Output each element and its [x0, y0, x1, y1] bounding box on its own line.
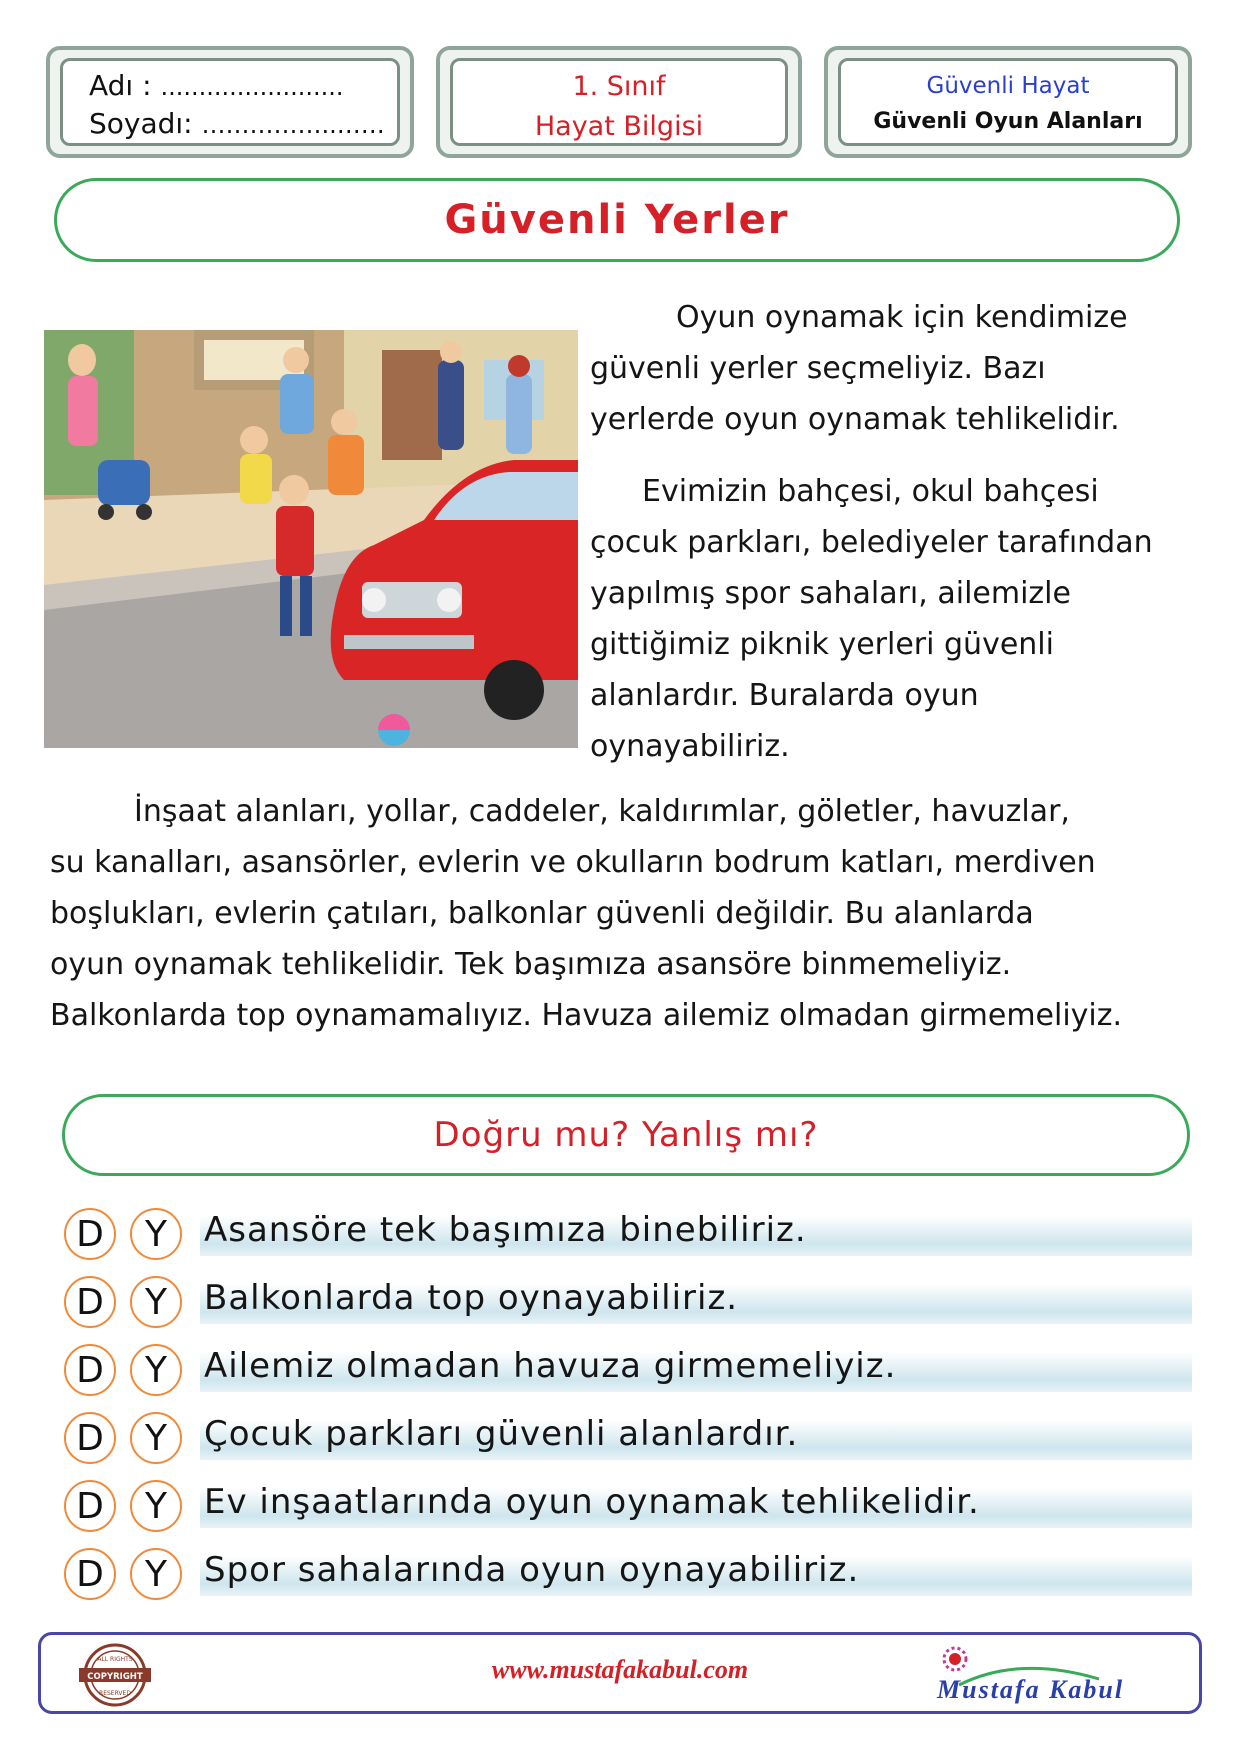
- signature: Mustafa Kabul: [937, 1675, 1125, 1704]
- text-line: yerlerde oyun oynamak tehlikelidir.: [590, 402, 1120, 437]
- topic-label: Güvenli Oyun Alanları: [873, 109, 1143, 134]
- copyright-label: COPYRIGHT: [87, 1672, 143, 1682]
- student-info-box: [46, 46, 414, 158]
- paragraph-unsafe-places: [50, 786, 1122, 1041]
- badge-bottom-text: RESERVED: [99, 1690, 131, 1697]
- text-line: oynayabiliriz.: [590, 729, 790, 764]
- false-option[interactable]: Y: [130, 1208, 182, 1260]
- text-line: alanlardır. Buralarda oyun: [590, 678, 979, 713]
- statement-text: Asansöre tek başımıza binebiliriz.: [204, 1210, 807, 1250]
- surname-line: [89, 107, 385, 140]
- false-option[interactable]: Y: [130, 1276, 182, 1328]
- unit-label: Güvenli Hayat: [926, 73, 1090, 99]
- text-line: boşlukları, evlerin çatıları, balkonlar güvenli değildir. Bu alanlarda: [50, 896, 1034, 931]
- text-line: su kanalları, asansörler, evlerin ve okulların bodrum katları, merdiven: [50, 845, 1096, 880]
- grade-label: 1. Sınıf: [572, 71, 666, 102]
- text-line: Oyun oynamak için kendimize: [676, 300, 1128, 335]
- false-option[interactable]: Y: [130, 1344, 182, 1396]
- name-field[interactable]: ........................: [160, 73, 344, 101]
- unit-topic-box: [824, 46, 1192, 158]
- false-option[interactable]: Y: [130, 1480, 182, 1532]
- true-option[interactable]: D: [64, 1344, 116, 1396]
- statement-text: Spor sahalarında oyun oynayabiliriz.: [204, 1550, 860, 1590]
- quiz-item: [64, 1276, 1192, 1332]
- name-line: [89, 69, 344, 102]
- text-line: çocuk parkları, belediyeler tarafından: [590, 525, 1153, 560]
- quiz-item: [64, 1548, 1192, 1604]
- statement-text: Ev inşaatlarında oyun oynamak tehlikelidir.: [204, 1482, 980, 1522]
- false-option[interactable]: Y: [130, 1548, 182, 1600]
- true-option[interactable]: D: [64, 1548, 116, 1600]
- quiz-item: [64, 1412, 1192, 1468]
- street-safety-illustration: [44, 330, 578, 748]
- text-line: gittiğimiz piknik yerleri güvenli: [590, 627, 1054, 662]
- statement-text: Ailemiz olmadan havuza girmemeliyiz.: [204, 1346, 897, 1386]
- quiz-item: [64, 1480, 1192, 1536]
- true-option[interactable]: D: [64, 1276, 116, 1328]
- footer: [38, 1632, 1202, 1714]
- quiz-item: [64, 1208, 1192, 1264]
- grade-subject-box: [436, 46, 802, 158]
- false-option[interactable]: Y: [130, 1412, 182, 1464]
- statement-text: Çocuk parkları güvenli alanlardır.: [204, 1414, 799, 1454]
- paragraph-safe-places: [590, 466, 1153, 772]
- text-line: Balkonlarda top oynamamalıyız. Havuza ailemiz olmadan girmemeliyiz.: [50, 998, 1123, 1033]
- statement-text: Balkonlarda top oynayabiliriz.: [204, 1278, 739, 1318]
- true-option[interactable]: D: [64, 1412, 116, 1464]
- surname-label: Soyadı:: [89, 107, 193, 140]
- badge-top-text: ALL RIGHTS: [97, 1656, 133, 1663]
- name-label: Adı :: [89, 69, 152, 102]
- text-line: Evimizin bahçesi, okul bahçesi: [642, 474, 1099, 509]
- true-option[interactable]: D: [64, 1208, 116, 1260]
- text-line: İnşaat alanları, yollar, caddeler, kaldırımlar, göletler, havuzlar,: [134, 794, 1070, 829]
- quiz-title-banner: [62, 1094, 1190, 1176]
- paragraph-intro: [590, 292, 1128, 445]
- subject-label: Hayat Bilgisi: [534, 111, 704, 142]
- text-line: yapılmış spor sahaları, ailemizle: [590, 576, 1071, 611]
- true-option[interactable]: D: [64, 1480, 116, 1532]
- website-link[interactable]: www.mustafakabul.com: [491, 1655, 749, 1684]
- title-banner: [54, 178, 1180, 262]
- surname-field[interactable]: ……………..……: [201, 111, 385, 139]
- text-line: güvenli yerler seçmeliyiz. Bazı: [590, 351, 1046, 386]
- text-line: oyun oynamak tehlikelidir. Tek başımıza asansöre binmemeliyiz.: [50, 947, 1012, 982]
- quiz-item: [64, 1344, 1192, 1400]
- page-title: Güvenli Yerler: [444, 197, 790, 243]
- quiz-title: Doğru mu? Yanlış mı?: [433, 1115, 819, 1155]
